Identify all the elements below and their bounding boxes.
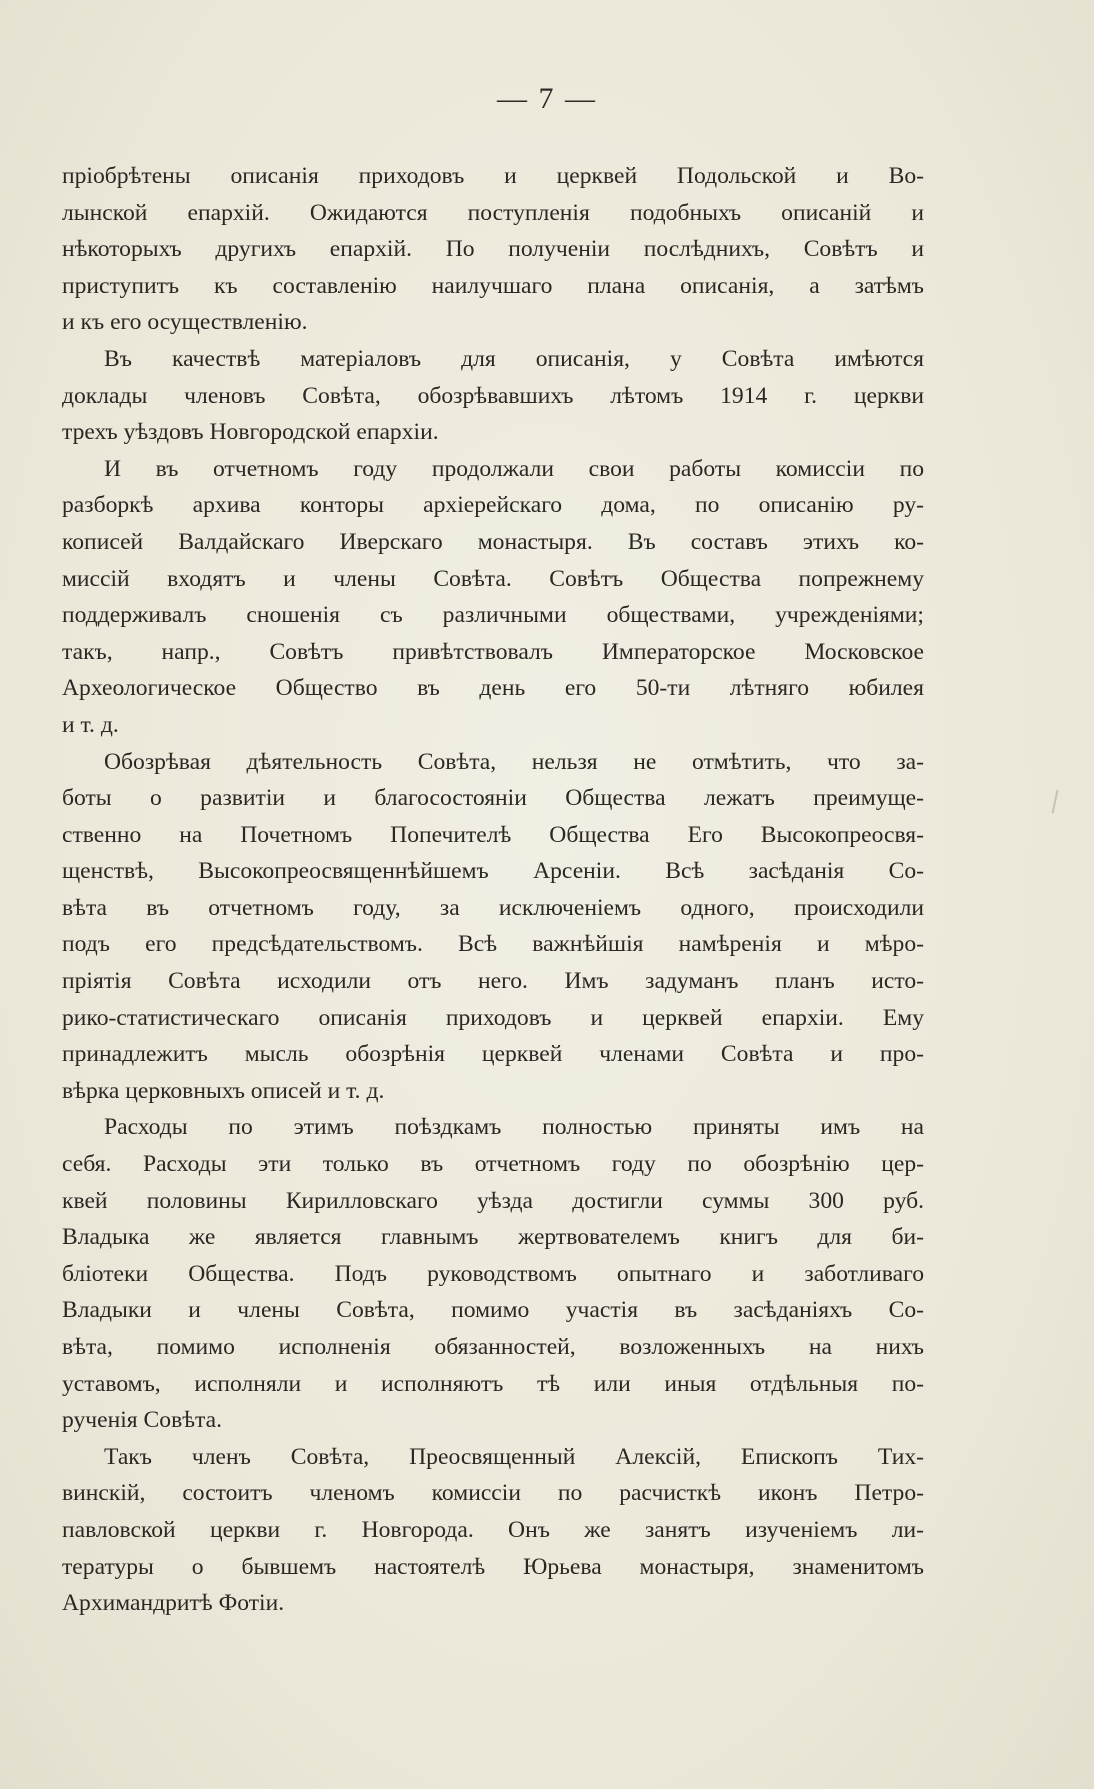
- text-line: уставомъ, исполняли и исполняютъ тѣ или иныя отдѣльныя по-: [62, 1370, 924, 1397]
- text-line: принадлежитъ мысль обозрѣнія церквей членами Совѣта и про-: [62, 1041, 924, 1068]
- text-line: ственно на Почетномъ Попечителѣ Общества Его Высокопреосвя-: [62, 821, 924, 848]
- text-line: пріятія Совѣта исходили отъ него. Имъ задуманъ планъ исто-: [62, 968, 924, 995]
- text-line: боты о развитіи и благосостояніи Общества лежатъ преимуще-: [62, 785, 924, 812]
- text-line: разборкѣ архива конторы архіерейскаго дома, по описанію ру-: [62, 492, 924, 519]
- page-number: — 7 —: [497, 82, 597, 115]
- text-line: миссій входятъ и члены Совѣта. Совѣтъ Общества попрежнему: [62, 565, 924, 592]
- text-line: тературы о бывшемъ настоятелѣ Юрьева монастыря, знаменитомъ: [62, 1553, 924, 1580]
- text-line: поддерживалъ сношенія съ различными обществами, учрежденіями;: [62, 602, 924, 629]
- text-line: рученія Совѣта.: [62, 1407, 223, 1434]
- text-line: и т. д.: [62, 711, 119, 738]
- text-line: нѣкоторыхъ другихъ епархій. По полученіи послѣднихъ, Совѣтъ и: [62, 236, 924, 263]
- text-line: павловской церкви г. Новгорода. Онъ же занятъ изученіемъ ли-: [62, 1516, 924, 1543]
- body-text: [62, 158, 924, 1622]
- text-line: кописей Валдайскаго Иверскаго монастыря. Въ составъ этихъ ко-: [62, 528, 924, 555]
- text-line: подъ его предсѣдательствомъ. Всѣ важнѣйшія намѣренія и мѣро-: [62, 931, 924, 958]
- text-line: пріобрѣтены описанія приходовъ и церквей Подольской и Во-: [62, 163, 924, 189]
- text-line: вѣрка церковныхъ описей и т. д.: [62, 1077, 385, 1104]
- text-line: Владыка же является главнымъ жертвователемъ книгъ для би-: [62, 1224, 924, 1251]
- text-line: себя. Расходы эти только въ отчетномъ году по обозрѣнію цер-: [62, 1151, 924, 1178]
- text-line: Археологическое Общество въ день его 50-ти лѣтняго юбилея: [62, 675, 924, 702]
- text-line: щенствѣ, Высокопреосвященнѣйшемъ Арсеніи. Всѣ засѣданія Со-: [62, 858, 924, 885]
- text-line: Въ качествѣ матеріаловъ для описанія, у Совѣта имѣются: [104, 345, 924, 372]
- text-line: лынской епархій. Ожидаются поступленія подобныхъ описаній и: [62, 199, 924, 226]
- text-line: винскій, состоитъ членомъ комиссіи по расчисткѣ иконъ Петро-: [62, 1480, 924, 1507]
- text-line: Архимандритѣ Фотіи.: [62, 1590, 285, 1617]
- text-line: рико-статистическаго описанія приходовъ и церквей епархіи. Ему: [62, 1004, 924, 1031]
- text-line: вѣта въ отчетномъ году, за исключеніемъ одного, происходили: [62, 894, 924, 921]
- text-line: такъ, напр., Совѣтъ привѣтствовалъ Императорское Московское: [62, 638, 924, 665]
- text-line: квей половины Кирилловскаго уѣзда достигли суммы 300 руб.: [62, 1187, 924, 1214]
- text-line: Владыки и члены Совѣта, помимо участія въ засѣданіяхъ Со-: [62, 1297, 924, 1324]
- text-line: и къ его осуществленію.: [62, 309, 308, 336]
- text-line: бліотеки Общества. Подъ руководствомъ опытнаго и заботливаго: [62, 1260, 924, 1287]
- text-line: вѣта, помимо исполненія обязанностей, возложенныхъ на нихъ: [62, 1334, 924, 1360]
- text-line: Такъ членъ Совѣта, Преосвященный Алексій, Епископъ Тих-: [104, 1443, 924, 1470]
- text-line: Обозрѣвая дѣятельность Совѣта, нельзя не отмѣтить, что за-: [104, 748, 924, 775]
- text-line: трехъ уѣздовъ Новгородской епархіи.: [62, 419, 439, 446]
- margin-mark: [1052, 790, 1063, 815]
- text-line: доклады членовъ Совѣта, обозрѣвавшихъ лѣтомъ 1914 г. церкви: [62, 382, 924, 409]
- text-line: И въ отчетномъ году продолжали свои работы комиссіи по: [104, 455, 924, 482]
- text-line: приступитъ къ составленію наилучшаго плана описанія, а затѣмъ: [62, 272, 924, 299]
- text-line: Расходы по этимъ поѣздкамъ полностью приняты имъ на: [104, 1114, 924, 1141]
